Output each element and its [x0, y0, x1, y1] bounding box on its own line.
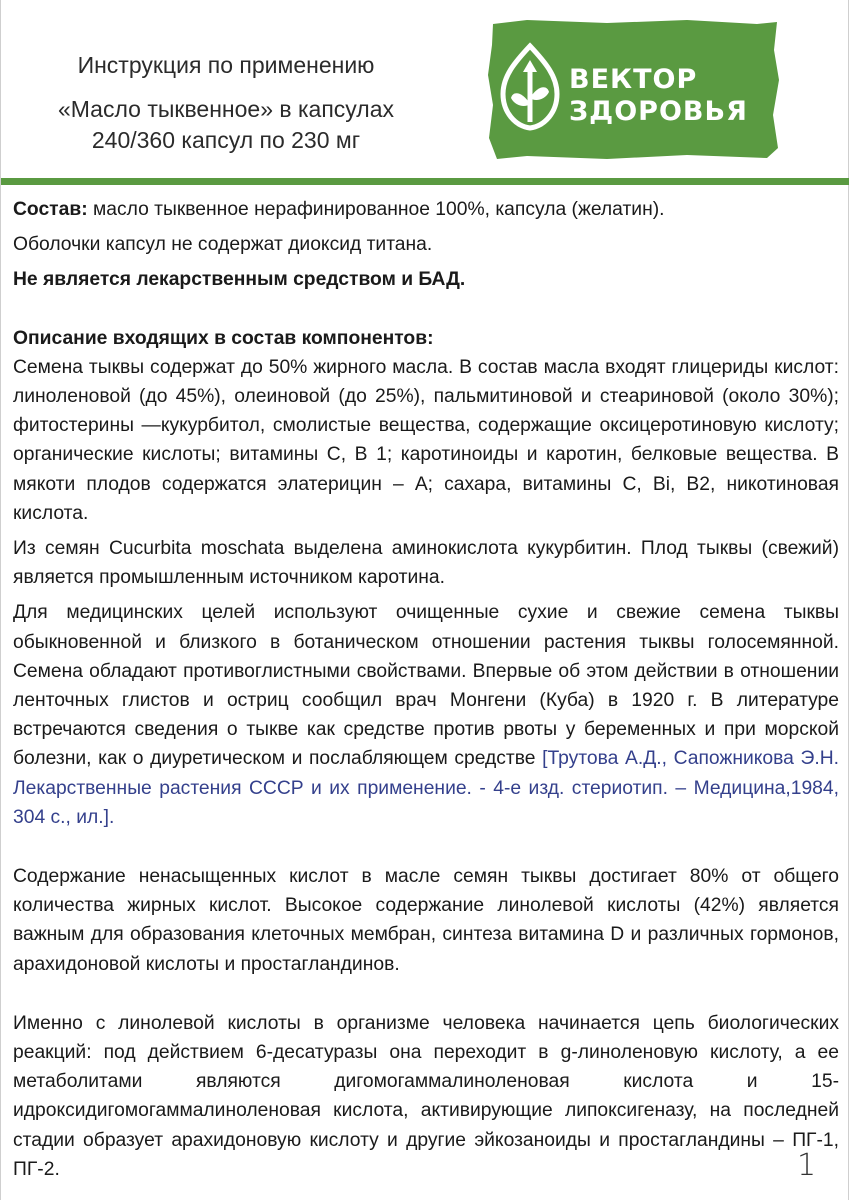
- paragraph-medical-use: [13, 598, 839, 832]
- components-heading: Описание входящих в состав компонентов:: [13, 327, 434, 349]
- literature-reference: [Трутова А.Д., Сапожникова Э.Н. Лекарственные растения СССР и их применение. - 4-е изд. стериотип. – Медицина,1984, 304 с., ил.].: [13, 748, 839, 828]
- leaf-sprout-icon: [495, 42, 565, 132]
- title-line-2: «Масло тыквенное» в капсулах: [57, 96, 395, 122]
- composition-line: [13, 195, 839, 224]
- logo-text: [569, 64, 748, 128]
- paragraph-seeds: Семена тыквы содержат до 50% жирного масла. В состав масла входят глицериды кислот: линоленовой (до 45%), олеиновой (до 25%), пальмитиновой и стеариновой (около 30%); фитостерины —кукурбитол, смолистые вещества, содержащие оксицеротиновую кислоту; органические кислоты; витамины С, В 1; каротиноиды и каротин, белковые вещества. В мякоти плодов содержатся элатерицин – А; сахара, витамины С, Bi, В2, никотиновая кислота.: [13, 356, 839, 524]
- logo-line-2: ЗДОРОВЬЯ: [569, 96, 748, 127]
- header-divider: [1, 178, 849, 185]
- document-header: [1, 0, 849, 178]
- medical-use-text: Для медицинских целей используют очищенные сухие и свежие семена тыквы обыкновенной и близкого в ботаническом отношении растения тыквы голосемянной. Семена обладают противоглистными свойствами. Впервые об этом действии в отношении ленточных глистов и остриц сообщил врач Монгени (Куба) в 1920 г. В литературе встречаются сведения о тыкве как средстве против рвоты у беременных и при морской болезни, как о диуретическом и послабляющем средстве: [13, 602, 839, 770]
- brand-logo: [487, 20, 781, 160]
- document-title: [21, 50, 431, 156]
- paragraph-cucurbitin: Из семян Cucurbita moschata выделена аминокислота кукурбитин. Плод тыквы (свежий) является промышленным источником каротина.: [13, 538, 839, 589]
- document-body: [13, 195, 839, 1184]
- paragraph-unsaturated-acids: Содержание ненасыщенных кислот в масле семян тыквы достигает 80% от общего количества жирных кислот. Высокое содержание линолевой кислоты (42%) является важным для образования клеточных мембран, синтеза витамина D и различных гормонов, арахидоновой кислоты и простагландинов.: [13, 866, 839, 975]
- not-medicine-notice: Не является лекарственным средством и БАД.: [13, 269, 466, 291]
- title-line-1: Инструкция по применению: [77, 52, 375, 78]
- page-number: 1: [797, 1148, 817, 1183]
- composition-label: Состав:: [13, 199, 88, 220]
- title-line-3: 240/360 капсул по 230 мг: [91, 127, 361, 153]
- paragraph-linoleic-acid: Именно с линолевой кислоты в организме человека начинается цепь биологических реакций: под действием 6-десатуразы она переходит в g-линоленовую кислоту, а ее метаболитами являются дигомогаммалиноленовая кислота и 15-идроксидигомогаммалиноленовая кислота, активирующие липоксигеназу, на последней стадии образует арахидоновую кислоту и другие эйкозаноиды и простагландины – ПГ-1, ПГ-2.: [13, 1012, 839, 1180]
- capsule-shell-note: Оболочки капсул не содержат диоксид титана.: [13, 234, 433, 256]
- logo-line-1: ВЕКТОР: [569, 64, 698, 95]
- composition-text: масло тыквенное нерафинированное 100%, капсула (желатин).: [87, 199, 665, 220]
